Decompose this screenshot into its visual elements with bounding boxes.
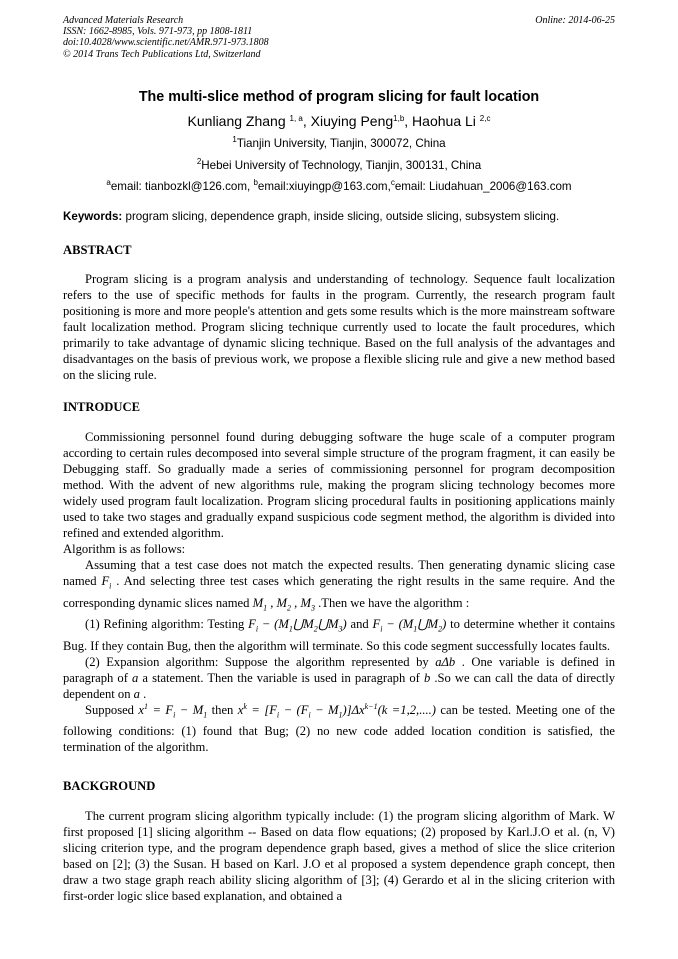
abstract-body <box>63 271 615 383</box>
affiliation-2-sup: 2 <box>196 157 202 166</box>
affiliation-2-text: Hebei University of Technology, Tianjin, 300131, China <box>201 159 482 172</box>
intro-p4-e: . <box>139 686 147 701</box>
introduce-heading: INTRODUCE <box>63 400 140 414</box>
formula-a-2: a <box>133 686 140 701</box>
intro-p4-b: . One variable is defined in paragraph of <box>63 654 616 685</box>
formula-xk: $x^k = [F_i - (F_i - M_1)]\Delta x^{k-1}(k =1,2,....)$ <box>237 701 436 720</box>
intro-p3-and: and <box>346 617 373 632</box>
intro-paragraph-1: Commissioning personnel found during debugging software the huge scale of a computer program according to certain rules decomposed into several simple structure of the program fragment, it can easily be Debugging staff. So gradually made a series of commissioning personnel for program decomposition method. With the advent of new algorithms rule, making the program slicing technology becomes more widely used program fault localization. Program slicing procedural faults in positioning applications mainly used to take two stages and gradually expand suspicious code segment method, the algorithm is divided into refined and extended algorithm. <box>63 430 615 540</box>
background-text: The current program slicing algorithm typically include: (1) the program slicing algorithm of Mark. W first proposed [1] slicing algorithm -- Based on data flow equations; (2) proposed by Karl.J.O et al. (n, V) slicing criterion type, and the program dependence graph based, gives a method of slice the slice criterion based on [2]; (3) the Susan. H based on Karl. J.O et al proposed a system dependence graph concept, then draw a two stage graph reach ability slicing algorithm of [3]; (4) Gerardo et al in the slicing criterion with first-order logic slice based explanation, and obtained a <box>63 809 615 903</box>
intro-paragraph-3 <box>63 616 615 654</box>
introduce-body <box>63 429 615 755</box>
formula-m-sub-3: 3 <box>310 603 315 613</box>
formula-m-list: $M_1$ , $M_2$ , $M_3$ <box>252 595 315 613</box>
intro-p2-c: .Then we have the algorithm : <box>314 595 470 610</box>
email-b-sup: b <box>253 178 258 187</box>
formula-m-base-1: M <box>252 595 264 610</box>
doi-line[interactable]: doi:10.4028/www.scientific.net/AMR.971-973.1808 <box>63 37 269 49</box>
intro-p4-a: (2) Expansion algorithm: Suppose the algorithm represented by <box>85 654 436 669</box>
issn-line: ISSN: 1662-8985, Vols. 971-973, pp 1808-1811 <box>63 26 253 38</box>
intro-paragraph-4 <box>63 654 615 702</box>
intro-paragraph-2 <box>63 557 615 616</box>
abstract-text: Program slicing is a program analysis and understanding of technology. Sequence fault localization refers to the use of specific methods for faults in the program. Currently, the research program fault positioning is more and more people's attention and gets some results which is the more mainstream software fault localization method. Program slicing technique currently used to locate the fault procedures, which primarily to take advantage of dynamic slicing technique. Based on the full analysis of the advantages and disadvantages on the basis of previous work, we propose a flexible slicing rule and give a new method based on the slicing rule. <box>63 272 615 382</box>
author-line <box>0 113 678 129</box>
keywords-text: program slicing, dependence graph, inside slicing, outside slicing, subsystem slicing. <box>122 210 560 223</box>
formula-refine-1: $F_i$ − $(M_1⋃M_2⋃M_3)$ <box>248 617 347 634</box>
email-a[interactable]: email: tianbozkl@126.com, <box>110 180 254 193</box>
intro-p5-b: can be tested. Meeting one of the following conditions: (1) found that Bug; (2) no new code added location condition is satisfied, the termination of the algorithm. <box>63 702 615 755</box>
formula-fi <box>101 574 112 591</box>
background-body <box>63 808 615 904</box>
author-1: Kunliang Zhang <box>187 113 290 129</box>
formula-fi-sub: i <box>109 581 112 591</box>
formula-a: a <box>132 670 139 685</box>
intro-p5-a: Supposed <box>85 702 139 717</box>
email-line <box>0 180 678 193</box>
affiliation-1 <box>0 137 678 150</box>
formula-refine-2-f: F <box>372 617 381 632</box>
intro-paragraph-1-tail: Algorithm is as follows: <box>63 542 186 556</box>
intro-p4-d: .So we can call the data of directly dependent on <box>63 670 616 701</box>
abstract-heading: ABSTRACT <box>63 243 132 257</box>
email-a-sup: a <box>106 178 111 187</box>
affiliation-1-text: Tianjin University, Tianjin, 300072, China <box>236 137 446 150</box>
formula-m-base-2: M <box>276 595 288 610</box>
email-b[interactable]: email:xiuyingp@163.com, <box>257 180 391 193</box>
intro-p3-b: to determine whether it contains Bug. If they contain Bug, then the algorithm will terminate. So this code segment successfully locates faults. <box>63 617 615 653</box>
formula-x1: $x^1 = F_i - M_1$ <box>138 701 208 720</box>
email-c-sup: c <box>390 178 395 187</box>
email-c[interactable]: email: Liudahuan_2006@163.com <box>394 180 572 193</box>
intro-p5-then: then <box>207 702 238 717</box>
keywords-label: Keywords: <box>63 210 123 223</box>
copyright-line: © 2014 Trans Tech Publications Ltd, Switzerland <box>63 48 261 60</box>
author-2-sup: 1,b <box>393 114 405 123</box>
intro-p3-a: (1) Refining algorithm: Testing <box>85 617 249 632</box>
formula-fi-base: F <box>101 574 110 588</box>
affiliation-1-sup: 1 <box>232 135 237 144</box>
formula-refine-1-f: F <box>248 617 256 632</box>
journal-header <box>63 15 615 60</box>
author-1-sup: 1, a <box>289 114 303 123</box>
formula-m-sub-2: 2 <box>287 603 292 613</box>
paper-title: The multi-slice method of program slicing for fault location <box>138 89 540 105</box>
intro-p2-b: . And selecting three test cases which generating the right results in the same require. And the corresponding dynamic slices named <box>63 574 615 610</box>
formula-refine-2: $F_i$ − $(M_1⋃M_2)$ <box>372 617 447 634</box>
intro-paragraph-5 <box>63 702 615 756</box>
formula-b: b <box>423 670 431 685</box>
background-heading: BACKGROUND <box>63 779 156 793</box>
formula-adb: aΔb <box>435 654 456 669</box>
author-3: , Haohua Li <box>404 113 480 129</box>
journal-name: Advanced Materials Research <box>63 15 184 26</box>
formula-m-sub-1: 1 <box>263 603 268 613</box>
intro-p2-a: Assuming that a test case does not match the expected results. Then generating dynamic slicing case named <box>63 558 615 588</box>
author-3-sup: 2,c <box>479 114 491 123</box>
online-date: Online: 2014-06-25 <box>535 15 615 26</box>
keywords <box>63 210 615 223</box>
affiliation-2 <box>0 159 678 172</box>
author-2: , Xiuying Peng <box>302 113 394 129</box>
intro-p4-c: a statement. Then the variable is used in paragraph of <box>138 670 424 685</box>
formula-m-base-3: M <box>300 595 311 610</box>
